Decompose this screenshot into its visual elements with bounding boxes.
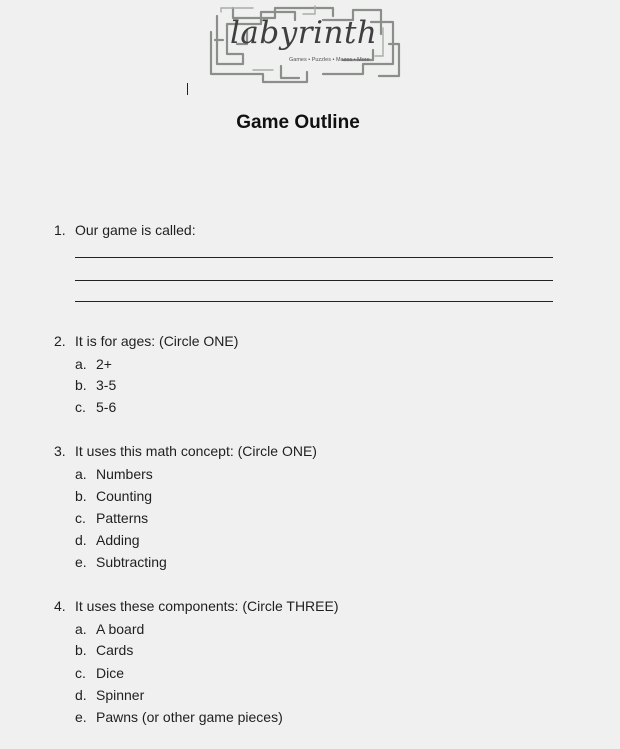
option-text: Spinner — [96, 687, 145, 703]
option-item[interactable] — [75, 620, 144, 638]
option-text: Dice — [96, 665, 125, 681]
option-text: Numbers — [96, 466, 153, 482]
option-letter: d. — [75, 532, 87, 548]
question-text: It uses this math concept: (Circle ONE) — [75, 443, 317, 459]
option-letter: b. — [75, 642, 87, 658]
option-item[interactable] — [75, 553, 167, 571]
option-text: 3-5 — [96, 377, 117, 393]
option-item[interactable] — [75, 509, 148, 527]
option-letter: c. — [75, 665, 86, 681]
option-letter: e. — [75, 554, 87, 570]
text-cursor — [187, 83, 188, 95]
logo-tagline: Games • Puzzles • Mazes • More — [289, 57, 370, 63]
answer-line-1[interactable] — [75, 257, 553, 258]
labyrinth-logo — [203, 4, 403, 88]
option-letter: a. — [75, 621, 87, 637]
option-text: A board — [96, 621, 145, 637]
option-item[interactable] — [75, 531, 140, 549]
question-text: It is for ages: (Circle ONE) — [75, 333, 239, 349]
option-text: Pawns (or other game pieces) — [96, 709, 283, 725]
option-item[interactable] — [75, 686, 144, 704]
option-item[interactable] — [75, 487, 152, 505]
option-letter: a. — [75, 466, 87, 482]
question-1 — [54, 221, 196, 239]
option-item[interactable] — [75, 708, 283, 726]
option-item[interactable] — [75, 376, 116, 394]
question-number: 2. — [54, 333, 66, 349]
option-item[interactable] — [75, 465, 153, 483]
option-text: Cards — [96, 642, 134, 658]
option-text: Subtracting — [96, 554, 167, 570]
question-number: 3. — [54, 443, 66, 459]
question-number: 1. — [54, 222, 66, 238]
answer-line-3[interactable] — [75, 301, 553, 302]
option-letter: c. — [75, 510, 86, 526]
page-title: Game Outline — [236, 112, 360, 133]
option-text: Adding — [96, 532, 140, 548]
option-text: Patterns — [96, 510, 149, 526]
option-text: 2+ — [96, 356, 112, 372]
question-number: 4. — [54, 598, 66, 614]
option-item[interactable] — [75, 398, 116, 416]
option-letter: d. — [75, 687, 87, 703]
option-text: Counting — [96, 488, 153, 504]
option-letter: a. — [75, 356, 87, 372]
option-item[interactable] — [75, 641, 133, 659]
option-item[interactable] — [75, 355, 112, 373]
question-text: Our game is called: — [75, 222, 196, 238]
question-3 — [54, 442, 317, 460]
option-letter: e. — [75, 709, 87, 725]
question-text: It uses these components: (Circle THREE) — [75, 598, 339, 614]
option-letter: c. — [75, 399, 86, 415]
option-letter: b. — [75, 488, 87, 504]
option-text: 5-6 — [96, 399, 117, 415]
option-item[interactable] — [75, 664, 124, 682]
logo-wordmark: labyrinth — [230, 15, 378, 51]
question-2 — [54, 332, 238, 350]
answer-line-2[interactable] — [75, 280, 553, 281]
option-letter: b. — [75, 377, 87, 393]
question-4 — [54, 597, 339, 615]
